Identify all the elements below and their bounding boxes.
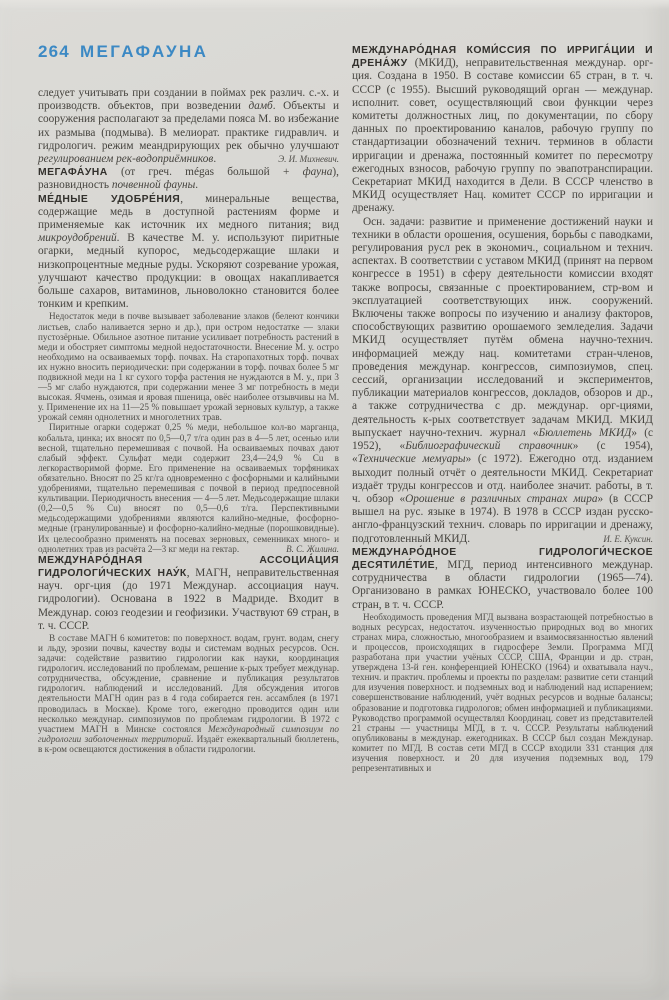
- text-run: » (с 1972). Ежегодно отд. изданием выходит полный отчёт о деятельности МКИД. Секретариат издаёт труды конгрессов и отд. наиболее значит. работы, в т. ч. обзор «: [352, 453, 654, 505]
- text-run: Недостаток меди в почве вызывает заболевание злаков (белеют кончики листьев, слабо наливается зерно и др.), при остром недостатке — злаки пустозёрные. Обильное азотное питание усиливает потребность растений в меди и обостряет симптомы медной недостаточности. Внесение М. у. остро необходимо на осваиваемых торф. почвах. На старопахотных торф. почвах их нужно вносить периодически: при содержании в торф. почвах более 5 мг подвижной меди на 1 кг сухого торфа растения не нуждаются в М. у., при 3—5 мг слабо нуждаются, при содержании менее 3 мг потребность в меди высокая. Ячмень, озимая и яровая пшеница, овёс наиболее отзывчивы на М. у. Применение их на 11—25 % повышает урожай зерновых культур, а также урожай семян однолетних и многолетних трав.: [38, 311, 339, 423]
- text-run: ), разновидность: [38, 166, 339, 192]
- left-column: [38, 87, 339, 754]
- text-run: (от греч.: [107, 166, 186, 179]
- article-paragraph: [38, 422, 339, 553]
- text-run: Пиритные огарки содержат 0,25 % меди, небольшое кол-во марганца, кобальта, цинка; их вносят по 0,5—0,7 т/га один раз в 4—5 лет, осенью или весной, тщательно перемешивая с почвой. На осваиваемых почвах дают слабый эффект. Сульфат меди содержит 23,4—24,9 % Cu в легкорастворимой форме. Его применение на осваиваемых торфяниках обязательно. Вносят по 25 кг/га одновременно с фосфорными и калийными удобрениями, тщательно перемешивая с почвой в период предпосевной культивации. Периодичность внесения — 4—5 лет. Медьсодержащие шлаки (0,2—0,5 % Cu) вносят по 0,5—0,6 т/га. Перспективными медьсодержащими удобрениями являются калийно-медные, фосфорно-медные (гранулированные) и фосфорно-калийно-медные (порошковидные). Их целесообразно применять на посевах зерновых, семенниках много- и однолетних трав из расчёта 2—3 кг меди на гектар.: [38, 422, 339, 554]
- article-paragraph: [352, 546, 653, 612]
- italic-term: Библиографический справочник: [405, 440, 573, 453]
- right-column: [352, 44, 653, 773]
- text-run: » (в СССР вышел на рус. языке в 1974). В 1978 в СССР издан русско-англо-французский технич. словарь по ирригации и дренажу, подготовленный МКИД.: [352, 492, 653, 545]
- italic-term: почвенной фауны: [111, 179, 196, 192]
- text-run: .: [195, 179, 199, 192]
- italic-term: дамб: [248, 100, 273, 113]
- entry-headword: МЕЖДУНАРО́ДНАЯ АССОЦИА́ЦИЯ ГИДРОЛОГИ́ЧЕСКИХ НАУ́К: [38, 554, 339, 579]
- text-run: Необходимость проведения МГД вызвана возрастающей потребностью в водных ресурсах, недостаточ. изученностью природных вод во многих странах мира, сложностью, многообразием и взаимосвязанностью явлений и процессов, происходящих в гидросфере Земли. Программа МГД разработана при участии учёных СССР, США, Франции и др. стран, утверждена 13-й ген. конференцией ЮНЕСКО (1964) и охватывала науч., технич. и практич. проблемы и проекты по разделам: развитие сети станций для изучения поверхност. и подземных вод и наблюдений над испарением; совершенствование наблюдений, учёт водных ресурсов и водные балансы; образование и подготовка гидрологов; обмен информацией и публикациями. Руководство программой осуществлял Координац. совет из представителей 21 страны — участницы МГД, в т. ч. СССР. Результаты наблюдений опубликованы в междунар. ежегодниках. В СССР был создан Междунар. комитет по МГД. В состав сети МГД в СССР входили 331 станция для изучения поверхност. и 20 для изучения подземных вод, 179 репрезентативных и: [352, 611, 653, 774]
- italic-term: Бюллетень МКИД: [538, 426, 632, 439]
- text-run: В составе МАГН 6 комитетов: по поверхност. водам, грунт. водам, снегу и льду, эрозии почвы, качеству воды и системам водных ресурсов. Осн. задачи: содействие развитию гидрологии как науки, координация гидрологич. исследований по проблемам, решение к-рых требует междунар. сотрудничества, обсуждение, сравнение и публикация результатов гидрологич. наблюдений и исследований. Для обсуждения итогов деятельности МАГН один раз в 4 года собирается ген. ассамблея (в 1971 проводилась в Москве). Кроме того, ежегодно проводится один или несколько междунар. симпозиумов по проблемам гидрологии. В 1972 с участием МАГН в Минске состоялся: [38, 632, 339, 734]
- entry-headword: МЕГАФА́УНА: [38, 167, 108, 179]
- text-run: . В качестве М. у. используют пиритные огарки, медный купорос, медьсодержащие шлаки и низкопроцентные медные руды. Ускоряют созревание урожая, улучшают качество продукции: в овощах накапливается больше сахаров, витаминов, льноволокно становится более тонким и крепким.: [38, 232, 339, 311]
- article-paragraph: [352, 44, 653, 216]
- text-run: . Издаёт ежеквартальный бюллетень, в к-ром освещаются достижения в области гидрологии.: [38, 733, 339, 754]
- page-number: 264: [38, 42, 70, 61]
- text-run: большой +: [214, 166, 303, 179]
- article-paragraph: [38, 87, 339, 166]
- text-run: .: [213, 153, 217, 166]
- italic-term: регулированием рек-водоприёмников: [38, 153, 214, 166]
- article-paragraph: [352, 216, 653, 546]
- text-run: , МГД, период интенсивного междунар. сотрудничества в области гидрологии (1965—74). Организовано в рамках ЮНЕСКО, участвовало более 100 стран, в т. ч. СССР.: [352, 558, 653, 611]
- running-title: МЕГАФАУНА: [79, 42, 209, 61]
- italic-term: микроудобрений: [38, 232, 117, 245]
- text-run: Осн. задачи: развитие и применение достижений науки и техники в области орошения, осушения, борьбы с паводками, регулирования русл рек в экономич., социальном и технич. аспектах. В соответствии с уставом МКИД (принят на первом конгрессе в 1951) в сферу деятельности комиссии входят также вопросы, связанные с проектированием, стр-вом и эксплуатацией соответствующих инж. сооружений. Включены также вопросы по изучению и анализу факторов, способствующих развитию орошаемого земледелия. Задачи МКИД осуществляет путём обмена научно-технич. информацией между нац. комитетами стран-членов, проведения междунар. конгрессов, симпозиумов, спец. сессий, организации исследований и экспериментов, публикации материалов конгрессов, докладов, обзоров и др., а также сотрудничества с др. междунар. орг-циями, деятельность к-рых соответствует задачам МКИД. МКИД выпускает научно-технич. журнал «: [352, 215, 653, 439]
- italic-term: Технические мемуары: [357, 453, 466, 466]
- text-run: следует учитывать при создании в поймах рек различ. с.-х. и производств. объектов, при возведении: [38, 87, 339, 113]
- entry-headword: МЕ́ДНЫЕ УДОБРЕ́НИЯ: [38, 193, 181, 205]
- author-signature: В. С. Жилина.: [286, 543, 339, 554]
- text-run: . Объекты и сооружения располагают за пределами пояса М. во избежание их размыва (подмыва). В мелиорат. практике гидравлич. и гидрологич. режим меандрирующих рек обычно улучшают: [38, 100, 339, 152]
- text-run: » (с 1954), «: [352, 440, 654, 466]
- article-paragraph: [38, 554, 339, 633]
- italic-term: фауна: [302, 166, 333, 179]
- article-paragraph: [352, 612, 653, 774]
- article-paragraph: [38, 193, 339, 312]
- text-run: (МКИД), неправительственная междунар. орг-ция. Создана в 1950. В составе комиссии 65 стран, в т. ч. СССР (с 1955). Высший руководящий орган — междунар. исполнит. совет, осуществляющий свои функции через комитеты должностных лиц, по документации, по сбору данных по проектированию каналов, рабочую группу по стандартизации обозначений технич. терминов в области ирригации и дренажа, постоянный комитет по пересмотру ежегодных взносов, рабочую группу по эвапотранспирации. Секретариат МКИД находится в Дели. В СССР членство в МКИД осуществляет Нац. комитет СССР по ирригации и дренажу.: [352, 57, 653, 215]
- italic-term: Орошение в различных странах мира: [405, 492, 598, 505]
- entry-headword: МЕЖДУНАРО́ДНОЕ ГИДРОЛОГИ́ЧЕСКОЕ ДЕСЯТИЛЕ́ТИЕ: [352, 546, 653, 571]
- text-run: » (с 1952), «: [352, 426, 653, 453]
- article-paragraph: [38, 166, 339, 192]
- article-paragraph: [38, 311, 339, 422]
- page-header: [38, 42, 208, 62]
- article-paragraph: [38, 633, 339, 754]
- italic-term: Международный симпозиум по гидрологии заболоченных территорий: [38, 723, 339, 744]
- author-signature: И. Е. Куксин.: [603, 533, 653, 544]
- latin-term: mégas: [185, 166, 215, 179]
- entry-headword: МЕЖДУНАРО́ДНАЯ КОМИ́ССИЯ ПО ИРРИГА́ЦИИ И ДРЕНА́ЖУ: [352, 45, 653, 70]
- text-run: , минеральные вещества, содержащие медь в доступной растениям форме и применяемые как источник их медного питания; вид: [38, 192, 339, 232]
- author-signature: Э. И. Михневич.: [278, 154, 339, 165]
- text-run: , МАГН, неправительственная науч. орг-ция (до 1971 Междунар. ассоциация науч. гидрологии). Основана в 1922 в Мадриде. Входит в Междунар. союз геодезии и геофизики. Участвуют 69 стран, в т. ч. СССР.: [38, 566, 339, 632]
